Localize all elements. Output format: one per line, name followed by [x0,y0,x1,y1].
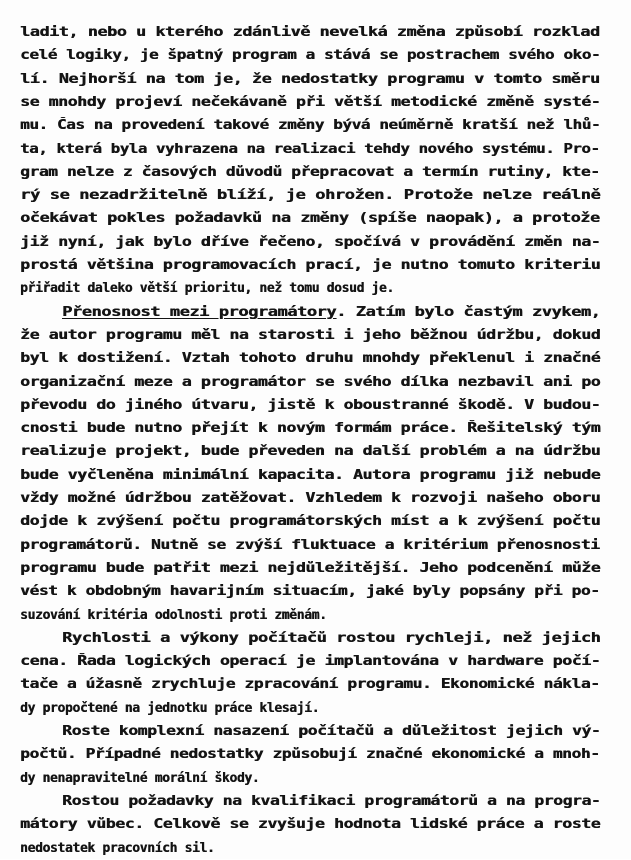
text-line: programu bude patřit mezi nejdůležitější. Jeho podcenění může [20,560,601,576]
text-line: převodu do jiného útvaru, jistě k oboustranné škodě. V budou- [20,397,601,413]
text-line: Rychlosti a výkony počítačů rostou rychleji, než jejich [62,630,601,646]
text-line: Roste komplexní nasazení počítačů a důležitost jejich vý- [62,724,601,739]
text-line: se mnohdy projeví nečekávaně při větší metodické změně systé- [20,94,601,110]
text-line: vést k obdobným havarijním situacím, jaké byly popsány při po- [20,584,600,600]
text-line: přiřadit daleko větší prioritu, než tomu dosud je. [20,281,394,297]
text-line: nedostatek pracovních sil. [20,840,215,856]
text-line: počtů. Případné nedostatky způsobují značné ekonomické a mnoh- [20,747,600,763]
text-line: programátorů. Nutně se zvýší fluktuace a kritérium přenosnosti [20,537,600,553]
text-line: celé logiky, je špatný program a stává se postrachem svého oko- [20,48,601,64]
text-line: byl k dostižení. Vztah tohoto druhu mnohdy překlenul i značné [20,351,601,367]
text-line: mátory vůbec. Celkově se zvyšuje hodnota lidské práce a roste [20,817,601,833]
text-line: ta, která byla vyhrazena na realizaci tehdy nového systému. Pro- [20,141,600,157]
text-line: prostá většina programovacích prací, je nutno tomuto kriteriu [20,258,601,273]
text-line: organizační meze a programátor se svého dílka nezbavil ani po [20,374,601,390]
text-line: očekávat pokles požadavků na změny (spíše naopak), a protože [20,211,600,227]
text-line: již nyní, jak bylo dříve řečeno, spočívá v provádění změn na- [20,234,601,250]
text-line: gram nelze z časových důvodů přepracovat a termín rutiny, kte- [20,164,600,180]
text-line: rý se nezadržitelně blíží, je ohrožen. Protože nelze reálně [20,188,601,204]
text-line: cnosti bude nutno přejít k novým formám práce. Řešitelský tým [20,421,601,437]
text-line: dojde k zvýšení počtu programátorských míst a k zvýšení počtu [20,514,601,530]
text-line: vždy možné údržbou zatěžovat. Vzhledem k rozvoji našeho oboru [20,491,601,506]
text-line: dy propočtené na jednotku práce klesají. [20,700,320,716]
text-line: cena. Řada logických operací je implantována v hardware počí- [20,654,601,670]
text-line: tače a úžasně zrychluje zpracování programu. Ekonomické nákla- [20,677,600,693]
text-line: ladit, nebo u kterého zdánlivě nevelká změna způsobí rozklad [20,25,600,40]
text-line: dy nenapravitelné morální škody. [20,770,260,786]
text-line: že autor programu měl na starosti i jeho běžnou údržbu, dokud [20,327,601,343]
text-line: bude vyčleněna minimální kapacita. Autora programu již nebude [20,467,601,483]
text-line: Přenosnost mezi programátory. Zatím bylo častým zvykem, [62,304,601,320]
section-heading: Přenosnost mezi programátory [62,304,337,320]
text-line: suzování kritéria odolnosti proti změnám. [20,607,327,623]
text-line: Rostou požadavky na kvalifikaci programátorů a na progra- [62,793,601,809]
text-line: lí. Nejhorší na tom je, že nedostatky programu v tomto směru [20,71,600,87]
text-line: realizuje projekt, bude převeden na další problém a na údržbu [20,444,601,460]
text-line: mu. Čas na provedení takové změny bývá neúměrně kratší než lhů- [20,118,601,134]
